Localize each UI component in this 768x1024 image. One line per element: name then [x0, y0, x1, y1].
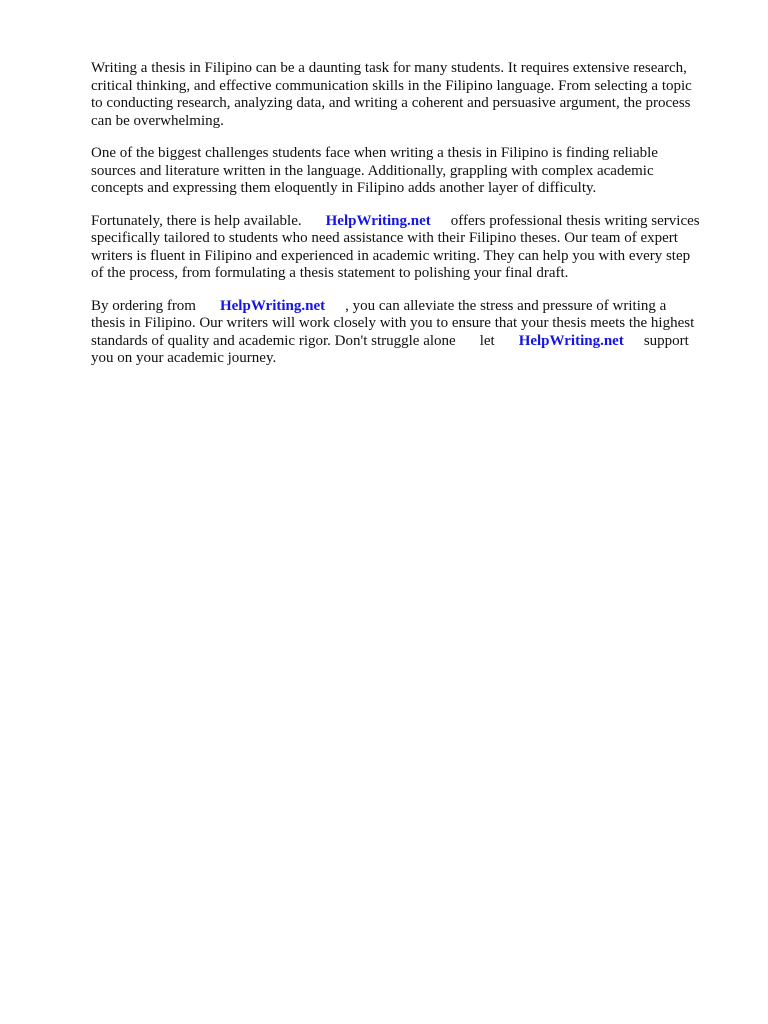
text-segment: let — [479, 332, 495, 349]
text-line: of the process, from formulating a thesis statement to polishing your final draft. — [91, 265, 569, 281]
text-line: concepts and expressing them eloquently in Filipino adds another layer of difficulty. — [91, 180, 597, 196]
text-line: can be overwhelming. — [91, 112, 224, 129]
text-line — [91, 298, 731, 316]
text-line: you on your academic journey. — [91, 350, 277, 366]
text-line: writers is fluent in Filipino and experienced in academic writing. They can help you with every step — [91, 247, 691, 264]
helpwriting-link[interactable]: HelpWriting.net — [219, 297, 326, 314]
text-segment: offers professional thesis writing services — [450, 212, 700, 229]
text-line — [91, 213, 731, 231]
paragraph-order — [91, 298, 731, 368]
paragraph-help — [91, 213, 731, 283]
text-segment: Fortunately, there is help available. — [91, 212, 302, 229]
paragraph-intro — [91, 60, 731, 130]
helpwriting-link[interactable]: HelpWriting.net — [518, 332, 624, 349]
text-line: sources and literature written in the language. Additionally, grappling with complex academic — [91, 162, 654, 179]
text-line: specifically tailored to students who need assistance with their Filipino theses. Our team of expert — [91, 230, 678, 246]
text-segment: support — [643, 332, 689, 349]
text-segment: By ordering from — [91, 297, 196, 314]
text-line: thesis in Filipino. Our writers will work closely with you to ensure that your thesis meets the highest — [91, 315, 695, 331]
paragraph-challenges — [91, 145, 731, 198]
document-body — [91, 60, 731, 383]
text-segment: standards of quality and academic rigor. Don't struggle alone — [91, 332, 456, 349]
helpwriting-link[interactable]: HelpWriting.net — [325, 212, 431, 229]
text-line: to conducting research, analyzing data, and writing a coherent and persuasive argument, the process — [91, 95, 691, 111]
text-segment: , you can alleviate the stress and pressure of writing a — [345, 297, 667, 314]
text-line: One of the biggest challenges students face when writing a thesis in Filipino is finding reliable — [91, 145, 658, 161]
text-line: Writing a thesis in Filipino can be a daunting task for many students. It requires extensive research, — [91, 60, 687, 76]
text-line — [91, 333, 731, 351]
text-line: critical thinking, and effective communication skills in the Filipino language. From selecting a topic — [91, 77, 692, 94]
